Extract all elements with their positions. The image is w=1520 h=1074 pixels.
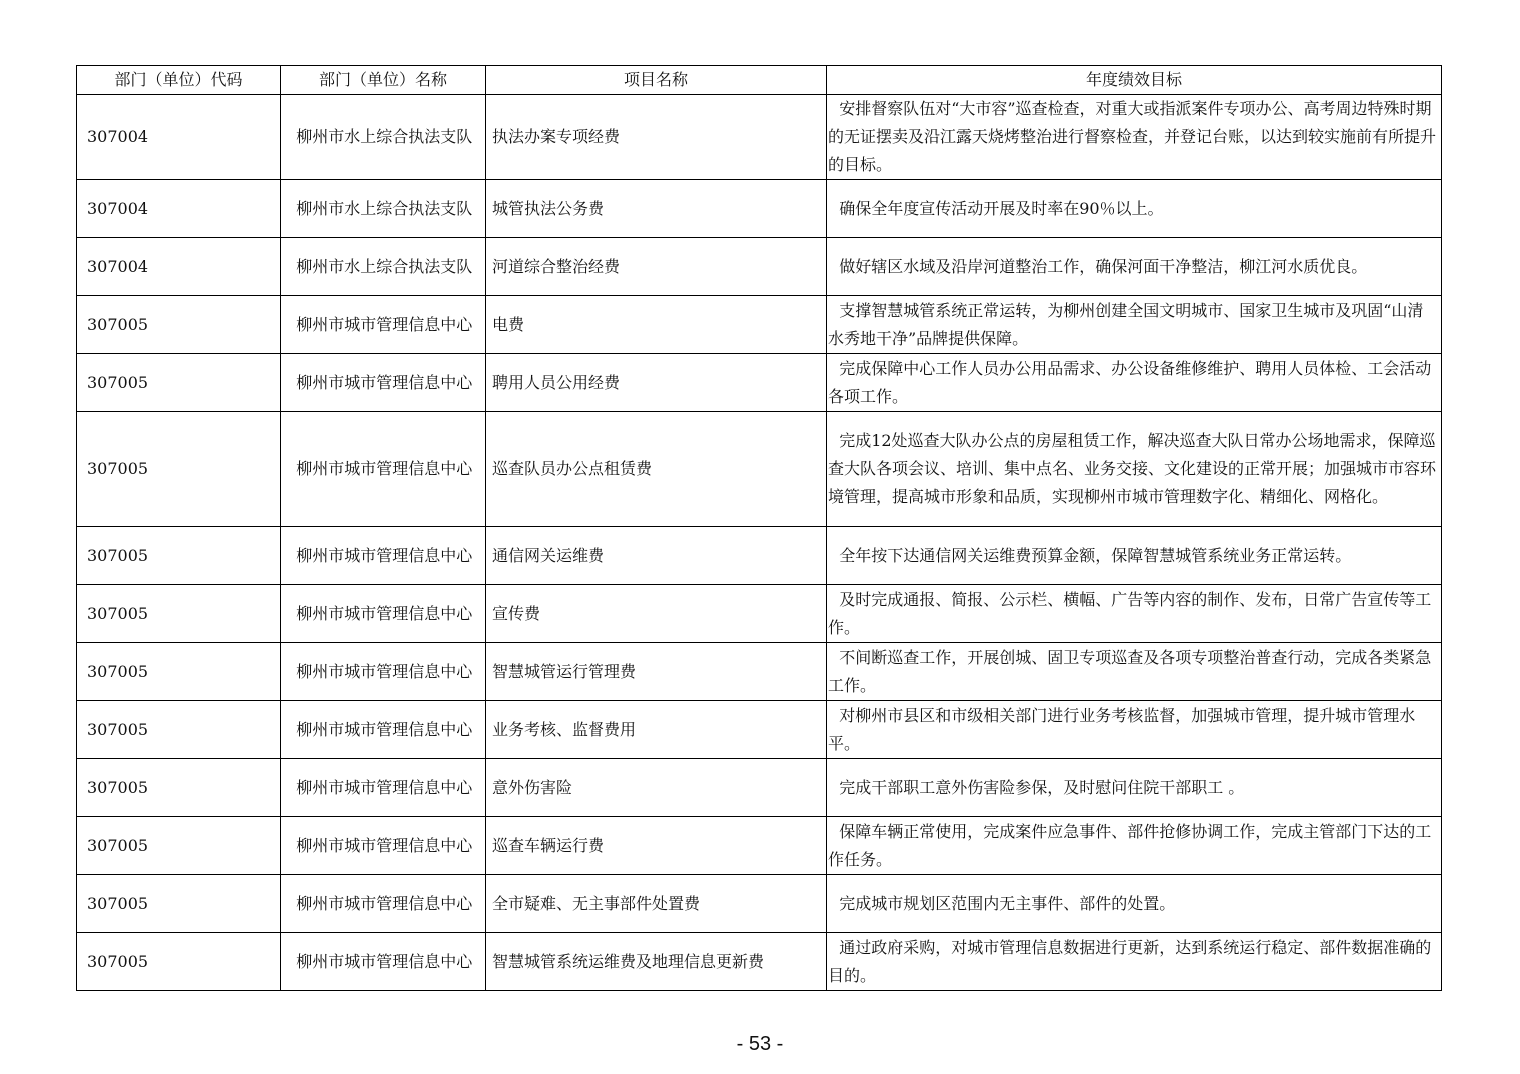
table-row — [77, 95, 1442, 180]
table-row — [77, 354, 1442, 412]
dept-name-text: 柳州市城市管理信息中心 — [296, 372, 473, 392]
dept-name-text: 柳州市城市管理信息中心 — [296, 951, 473, 971]
dept-code-cell: 307005 — [77, 412, 281, 527]
project-name-cell: 全市疑难、无主事部件处置费 — [486, 875, 827, 933]
project-name-cell: 智慧城管系统运维费及地理信息更新费 — [486, 933, 827, 991]
project-name-cell: 巡查队员办公点租赁费 — [486, 412, 827, 527]
dept-name-text: 柳州市城市管理信息中心 — [296, 777, 473, 797]
annual-goal-cell: 完成城市规划区范围内无主事件、部件的处置。 — [827, 875, 1442, 933]
dept-name-cell — [281, 701, 486, 759]
dept-code-cell: 307004 — [77, 95, 281, 180]
dept-name-text: 柳州市城市管理信息中心 — [296, 661, 473, 681]
project-name-cell: 城管执法公务费 — [486, 180, 827, 238]
annual-goal-cell: 确保全年度宣传活动开展及时率在90％以上。 — [827, 180, 1442, 238]
dept-name-text: 柳州市城市管理信息中心 — [296, 459, 473, 478]
table-row — [77, 412, 1442, 527]
annual-goal-cell: 不间断巡查工作，开展创城、固卫专项巡查及各项专项整治普查行动，完成各类紧急工作。 — [827, 643, 1442, 701]
table-row — [77, 527, 1442, 585]
project-name-cell: 河道综合整治经费 — [486, 238, 827, 296]
dept-name-text: 柳州市城市管理信息中心 — [296, 835, 473, 855]
dept-code-cell: 307005 — [77, 354, 281, 412]
annual-goal-cell: 完成干部职工意外伤害险参保，及时慰问住院干部职工 。 — [827, 759, 1442, 817]
table-row — [77, 643, 1442, 701]
dept-code-cell: 307005 — [77, 296, 281, 354]
dept-code-cell: 307005 — [77, 585, 281, 643]
dept-code-cell: 307005 — [77, 875, 281, 933]
table-row — [77, 701, 1442, 759]
dept-name-text: 柳州市城市管理信息中心 — [296, 719, 473, 739]
dept-code-cell: 307005 — [77, 933, 281, 991]
dept-name-cell — [281, 817, 486, 875]
annual-goal-cell: 完成保障中心工作人员办公用品需求、办公设备维修维护、聘用人员体检、工会活动各项工作。 — [827, 354, 1442, 412]
annual-goal-cell: 对柳州市县区和市级相关部门进行业务考核监督，加强城市管理，提升城市管理水平。 — [827, 701, 1442, 759]
header-dept-name: 部门（单位）名称 — [281, 66, 486, 95]
table-header-row — [77, 66, 1442, 95]
header-project-name: 项目名称 — [486, 66, 827, 95]
dept-name-cell — [281, 527, 486, 585]
dept-code-cell: 307004 — [77, 238, 281, 296]
table-row — [77, 585, 1442, 643]
dept-name-cell — [281, 759, 486, 817]
annual-goal-cell: 通过政府采购，对城市管理信息数据进行更新，达到系统运行稳定、部件数据准确的目的。 — [827, 933, 1442, 991]
annual-goal-cell: 及时完成通报、简报、公示栏、横幅、广告等内容的制作、发布，日常广告宣传等工作。 — [827, 585, 1442, 643]
table-row — [77, 296, 1442, 354]
table-row — [77, 180, 1442, 238]
project-name-cell: 意外伤害险 — [486, 759, 827, 817]
table-row — [77, 817, 1442, 875]
dept-name-cell — [281, 933, 486, 991]
dept-name-cell — [281, 296, 486, 354]
dept-name-cell — [281, 875, 486, 933]
project-name-cell: 电费 — [486, 296, 827, 354]
annual-goal-cell: 安排督察队伍对“大市容”巡查检查，对重大或指派案件专项办公、高考周边特殊时期的无证摆卖及沿江露天烧烤整治进行督察检查，并登记台账，以达到较实施前有所提升的目标。 — [827, 95, 1442, 180]
annual-goal-cell: 支撑智慧城管系统正常运转，为柳州创建全国文明城市、国家卫生城市及巩固“山清水秀地干净”品牌提供保障。 — [827, 296, 1442, 354]
dept-name-cell — [281, 643, 486, 701]
dept-name-cell — [281, 585, 486, 643]
dept-name-text: 柳州市水上综合执法支队 — [296, 256, 473, 276]
annual-goal-cell: 保障车辆正常使用，完成案件应急事件、部件抢修协调工作，完成主管部门下达的工作任务。 — [827, 817, 1442, 875]
header-dept-code: 部门（单位）代码 — [77, 66, 281, 95]
annual-goal-cell: 全年按下达通信网关运维费预算金额，保障智慧城管系统业务正常运转。 — [827, 527, 1442, 585]
table-row — [77, 933, 1442, 991]
dept-name-cell — [281, 238, 486, 296]
dept-name-text: 柳州市城市管理信息中心 — [296, 603, 473, 623]
annual-goal-cell: 做好辖区水域及沿岸河道整治工作，确保河面干净整洁，柳江河水质优良。 — [827, 238, 1442, 296]
project-name-cell: 执法办案专项经费 — [486, 95, 827, 180]
header-annual-goal: 年度绩效目标 — [827, 66, 1442, 95]
dept-name-text: 柳州市城市管理信息中心 — [296, 545, 473, 565]
project-name-cell: 聘用人员公用经费 — [486, 354, 827, 412]
project-name-cell: 宣传费 — [486, 585, 827, 643]
table-row — [77, 875, 1442, 933]
project-name-cell: 通信网关运维费 — [486, 527, 827, 585]
project-name-cell: 智慧城管运行管理费 — [486, 643, 827, 701]
dept-name-text: 柳州市水上综合执法支队 — [296, 198, 473, 218]
performance-goals-table — [76, 65, 1442, 991]
dept-code-cell: 307004 — [77, 180, 281, 238]
annual-goal-cell: 完成12处巡查大队办公点的房屋租赁工作，解决巡查大队日常办公场地需求，保障巡查大队各项会议、培训、集中点名、业务交接、文化建设的正常开展；加强城市市容环境管理，提高城市形象和品质，实现柳州市城市管理数字化、精细化、网格化。 — [827, 412, 1442, 527]
dept-code-cell: 307005 — [77, 701, 281, 759]
table-row — [77, 238, 1442, 296]
dept-name-cell — [281, 412, 486, 527]
dept-name-cell — [281, 180, 486, 238]
dept-name-cell — [281, 354, 486, 412]
table-row — [77, 759, 1442, 817]
dept-name-cell — [281, 95, 486, 180]
project-name-cell: 巡查车辆运行费 — [486, 817, 827, 875]
dept-code-cell: 307005 — [77, 643, 281, 701]
dept-name-text: 柳州市城市管理信息中心 — [296, 893, 473, 913]
dept-code-cell: 307005 — [77, 759, 281, 817]
project-name-cell: 业务考核、监督费用 — [486, 701, 827, 759]
dept-code-cell: 307005 — [77, 817, 281, 875]
table-body — [77, 95, 1442, 991]
dept-name-text: 柳州市城市管理信息中心 — [296, 314, 473, 334]
dept-code-cell: 307005 — [77, 527, 281, 585]
page-number: - 53 - — [736, 1033, 784, 1055]
dept-name-text: 柳州市水上综合执法支队 — [296, 127, 473, 146]
